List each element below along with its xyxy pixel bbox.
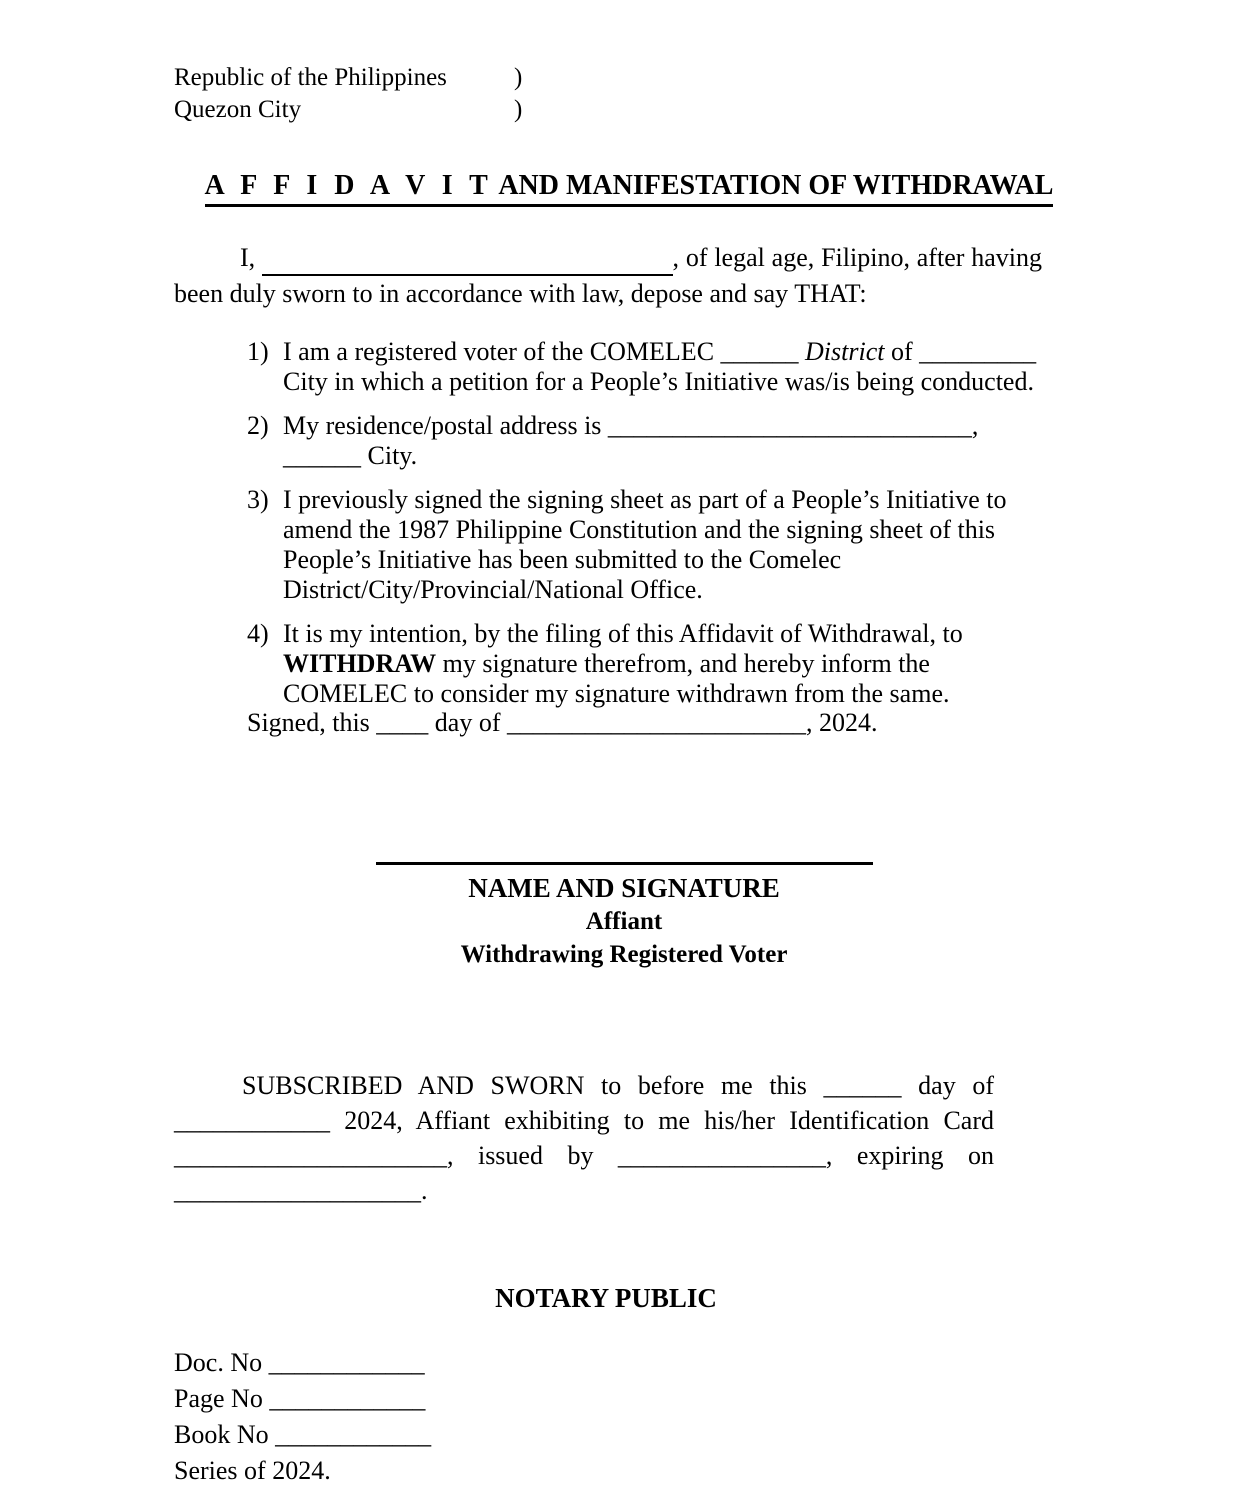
signature-affiant-label: Affiant	[585, 908, 663, 935]
notary-public-heading: NOTARY PUBLIC	[495, 1283, 717, 1313]
venue-country-label: Republic of the Philippines	[174, 64, 447, 91]
registry-book-no: Book No ____________	[174, 1420, 432, 1449]
registry-page-no: Page No ____________	[174, 1384, 426, 1413]
venue-city-label: Quezon City	[174, 96, 302, 123]
venue-country-paren: )	[514, 64, 523, 91]
signature-name-label: NAME AND SIGNATURE	[468, 873, 780, 903]
affidavit-item-3	[247, 485, 1042, 605]
registry-series: Series of 2024.	[174, 1456, 331, 1485]
item-1-seg-2-district: District	[798, 337, 885, 366]
item-3-text: I previously signed the signing sheet as part of a People’s Initiative to amend the 1987 Philippine Constitution and the signing sheet of this People’s Initiative has been submitted to the Comelec District/City/Provincial/National Office.	[283, 485, 1007, 604]
affiant-name-blank	[262, 238, 673, 276]
item-1-seg-1: ______	[720, 337, 799, 366]
affidavit-item-1	[247, 337, 1042, 397]
item-4-seg-0: It is my intention, by the filing of this Affidavit of Withdrawal, to	[283, 619, 963, 648]
jurat-paragraph: SUBSCRIBED AND SWORN to before me this ______ day of ____________ 2024, Affiant exhibiting to me his/her Identification Card _____________________, issued by ________________, expiring on ___________________.	[174, 1071, 994, 1205]
item-1-seg-0: I am a registered voter of the COMELEC	[283, 337, 721, 366]
item-4-number: 4)	[247, 619, 269, 648]
venue-block	[174, 62, 544, 126]
item-4-seg-2: my signature therefrom, and hereby inform the COMELEC to consider my signature withdrawn from the same.	[283, 649, 950, 708]
signature-block	[0, 862, 1258, 971]
item-1-number: 1)	[247, 337, 269, 366]
intro-before-blank: I,	[240, 243, 262, 272]
venue-city-paren: )	[514, 96, 523, 123]
affidavit-items-list	[247, 337, 1042, 723]
registry-doc-no: Doc. No ____________	[174, 1348, 425, 1377]
venue-row-country	[174, 62, 544, 94]
item-1-text	[283, 337, 1042, 397]
affidavit-item-4	[247, 619, 1042, 709]
venue-row-city	[174, 94, 544, 126]
item-3-number: 3)	[247, 485, 269, 514]
intro-after-blank: , of legal age, Filipino, after having been duly sworn to in accordance with law, depose and say THAT:	[174, 243, 1042, 308]
item-4-seg-1-withdraw: WITHDRAW	[283, 649, 437, 678]
document-title-rest: AND MANIFESTATION OF WITHDRAWAL	[492, 170, 1054, 201]
item-1-seg-3: of _________ City in which a petition for a People’s Initiative was/is being conducted.	[283, 337, 1037, 396]
item-4-text	[283, 619, 1042, 709]
affidavit-intro-paragraph	[174, 238, 1042, 312]
document-title-underlined	[205, 170, 1054, 207]
item-2-text: My residence/postal address is ____________________________, ______ City.	[283, 411, 979, 470]
document-title-affidavit-word: A F F I D A V I T	[204, 170, 493, 201]
affidavit-item-2	[247, 411, 1042, 471]
item-2-number: 2)	[247, 411, 269, 440]
signature-voter-label: Withdrawing Registered Voter	[460, 941, 788, 968]
notary-registry-block	[174, 1345, 431, 1489]
document-title	[0, 170, 1258, 207]
signed-date-line: Signed, this ____ day of _______________________, 2024.	[247, 708, 878, 737]
signature-rule	[376, 862, 873, 865]
